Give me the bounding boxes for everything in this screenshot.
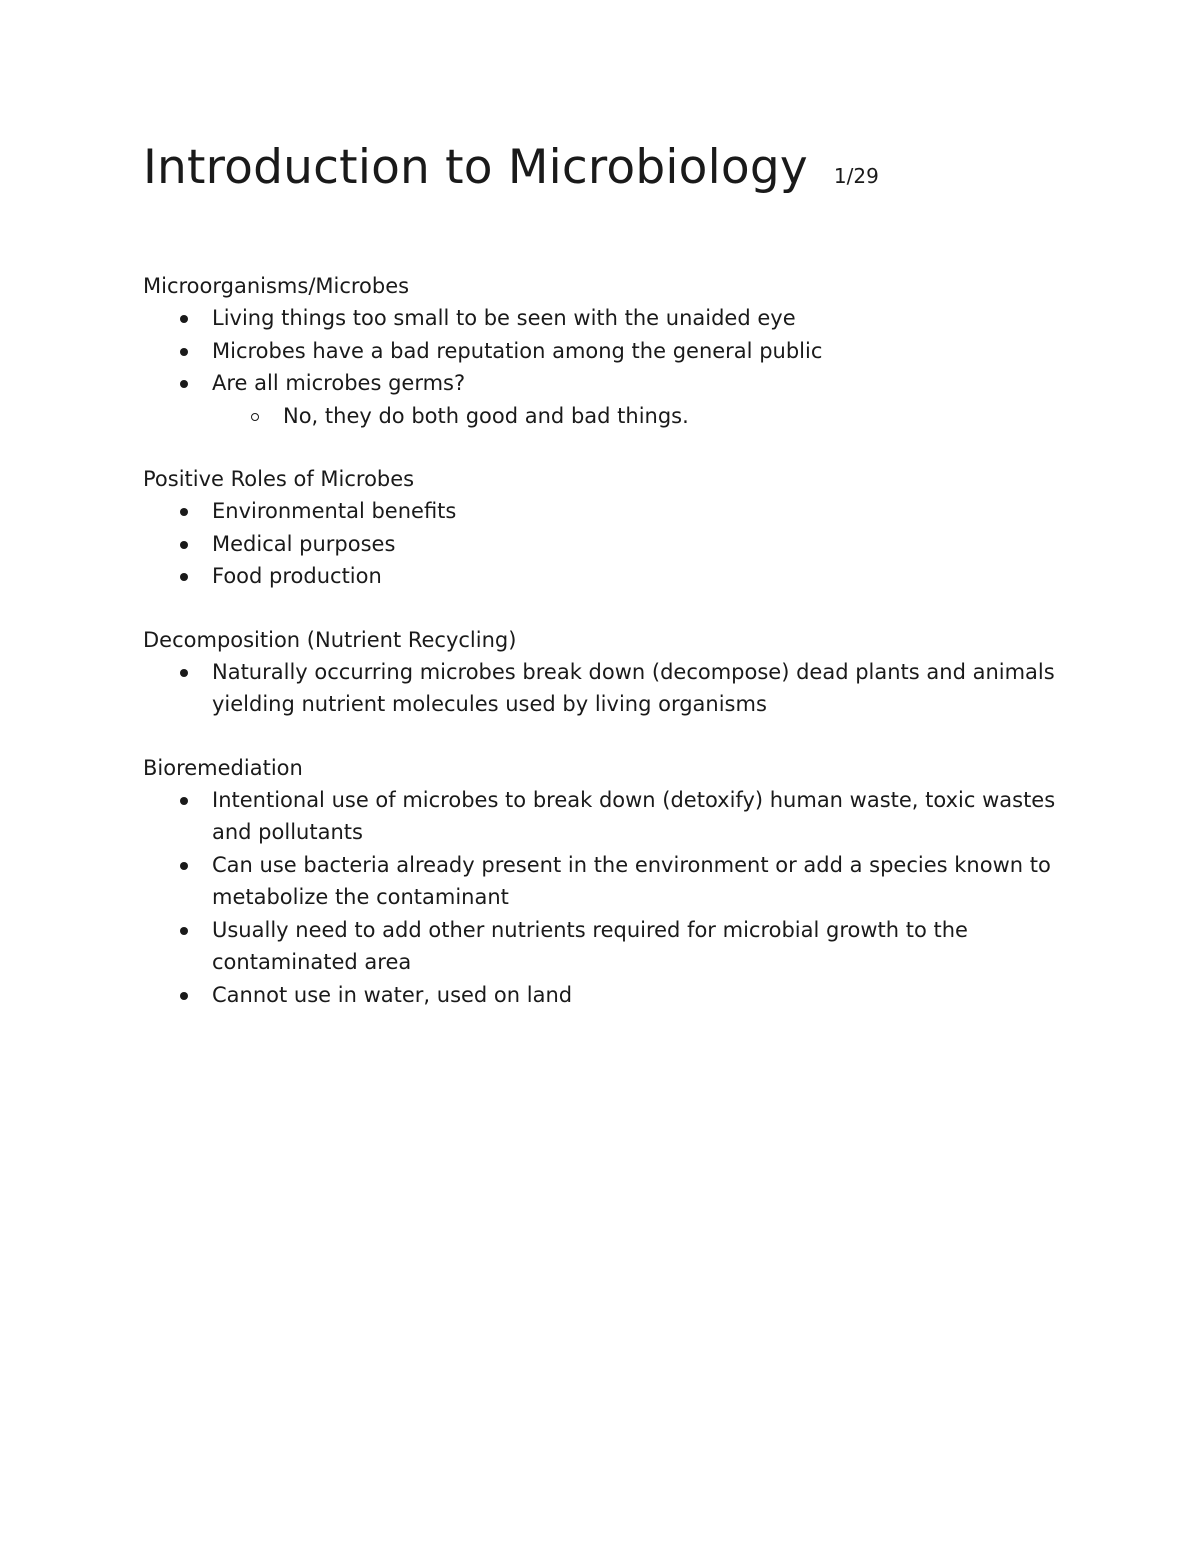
- hollow-bullet-icon: [251, 413, 259, 421]
- bullet-icon: [180, 797, 188, 805]
- section-heading: Microorganisms/Microbes: [143, 274, 410, 298]
- section-heading: Bioremediation: [143, 755, 303, 780]
- sub-list-item-text: No, they do both good and bad things.: [283, 403, 689, 428]
- bullet-icon: [180, 348, 188, 356]
- list-item: [143, 495, 1083, 528]
- list-item: [143, 914, 1083, 979]
- document-body: [143, 136, 1083, 1042]
- section-heading: Decomposition (Nutrient Recycling): [143, 627, 517, 652]
- list-item-text: Environmental benefits: [212, 499, 457, 523]
- page-title: Introduction to Microbiology: [143, 140, 808, 195]
- list-item: [143, 335, 1083, 368]
- list-item: [143, 656, 1083, 721]
- bullet-icon: [180, 669, 188, 677]
- bullet-icon: [180, 315, 188, 323]
- list-item: [143, 784, 1083, 849]
- list-item: [143, 302, 1083, 335]
- list-item: [143, 528, 1083, 561]
- list-item-text: Are all microbes germs?: [212, 371, 466, 395]
- sub-bullet-list: [143, 400, 1083, 433]
- list-item-text: Naturally occurring microbes break down (decompose) dead plants and animals yielding nutrient molecules used by living organisms: [212, 659, 1055, 716]
- bullet-icon: [180, 380, 188, 388]
- list-item: [143, 367, 1083, 432]
- bullet-icon: [180, 508, 188, 516]
- list-item: [143, 979, 1083, 1012]
- bullet-list: [143, 784, 1083, 1012]
- section-positive-roles: [143, 463, 1083, 593]
- section-microorganisms: [143, 270, 1083, 432]
- section-bioremediation: [143, 752, 1083, 1012]
- bullet-icon: [180, 573, 188, 581]
- bullet-list: [143, 302, 1083, 432]
- list-item-text: Medical purposes: [212, 531, 396, 556]
- bullet-icon: [180, 992, 188, 1000]
- list-item-text: Living things too small to be seen with the unaided eye: [212, 306, 796, 330]
- bullet-icon: [180, 541, 188, 549]
- bullet-list: [143, 656, 1083, 721]
- list-item-text: Cannot use in water, used on land: [212, 982, 573, 1007]
- list-item-text: Usually need to add other nutrients required for microbial growth to the contaminated area: [212, 917, 968, 974]
- list-item: [143, 560, 1083, 593]
- list-item-text: Food production: [212, 564, 382, 588]
- bullet-list: [143, 495, 1083, 593]
- list-item: [143, 849, 1083, 914]
- section-decomposition: [143, 624, 1083, 721]
- title-date: 1/29: [833, 164, 879, 188]
- sub-list-item: [143, 400, 1083, 433]
- title-row: [143, 136, 1083, 200]
- list-item-text: Microbes have a bad reputation among the general public: [212, 338, 823, 363]
- bullet-icon: [180, 927, 188, 935]
- list-item-text: Can use bacteria already present in the environment or add a species known to metabolize the contaminant: [212, 852, 1051, 909]
- bullet-icon: [180, 862, 188, 870]
- list-item-text: Intentional use of microbes to break down (detoxify) human waste, toxic wastes and pollutants: [212, 787, 1056, 844]
- section-heading: Positive Roles of Microbes: [143, 467, 415, 491]
